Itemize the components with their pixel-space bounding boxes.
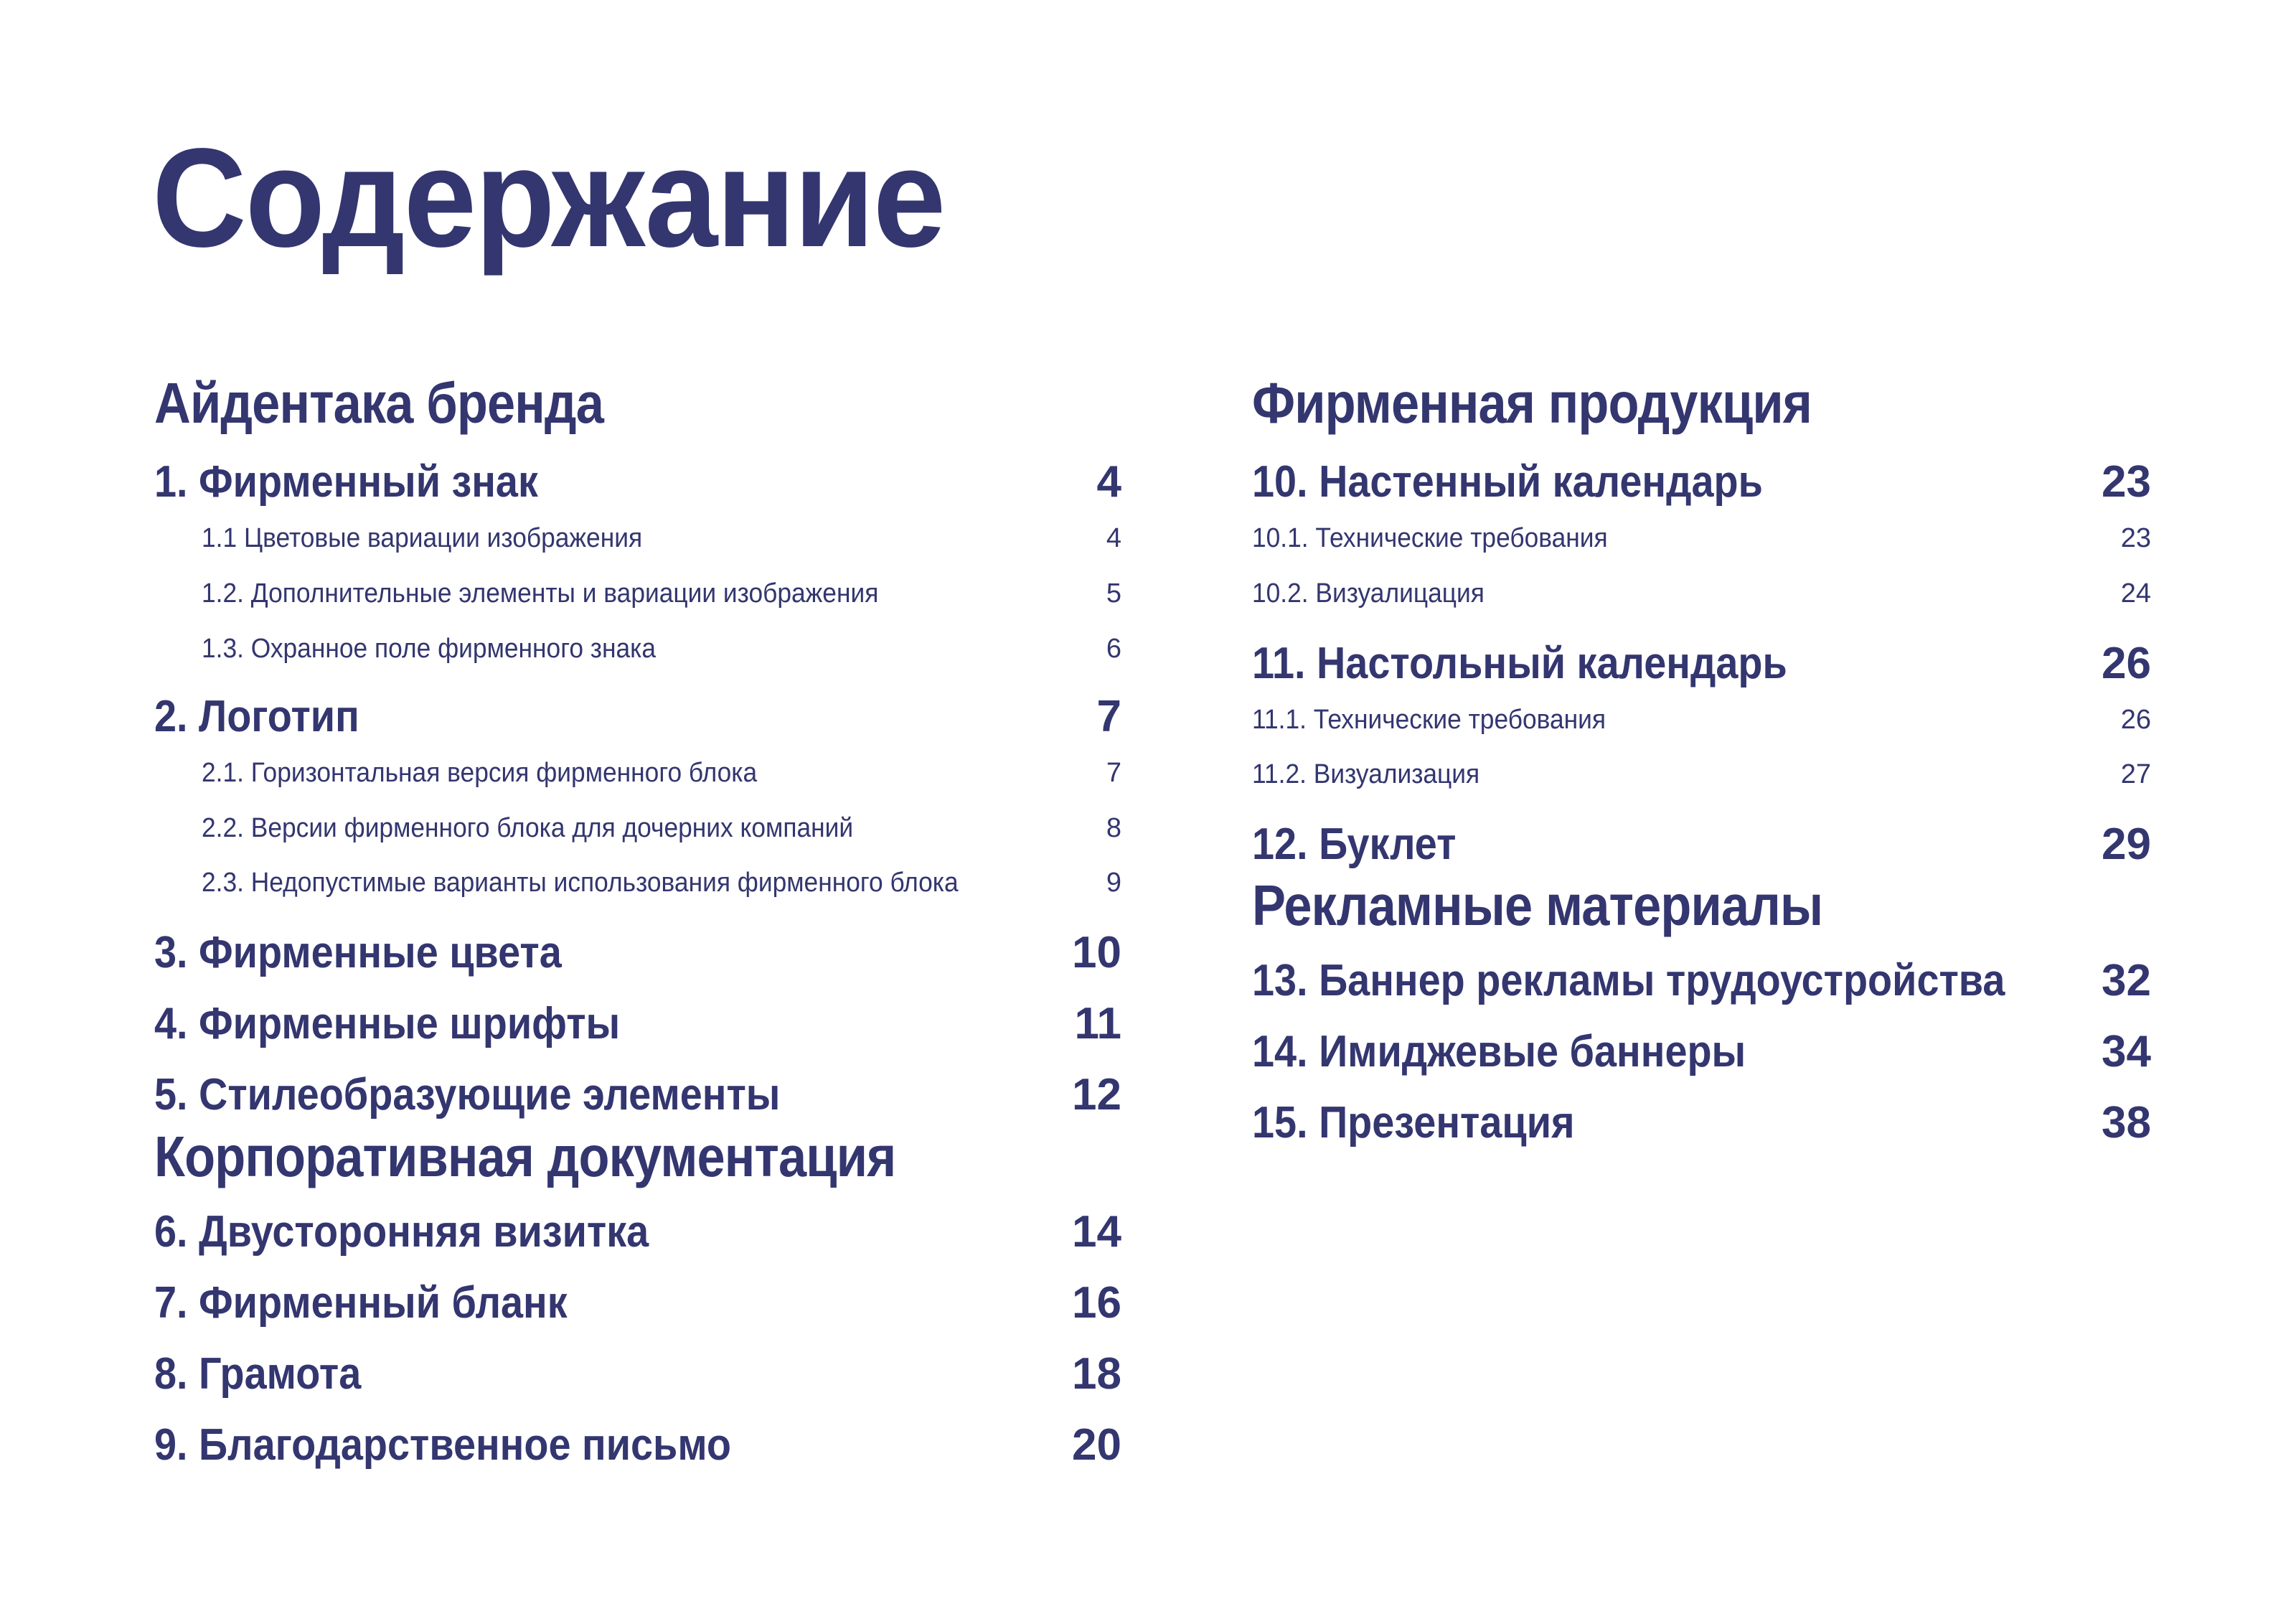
toc-item-9[interactable] [154,1420,1121,1470]
toc-item-4[interactable] [154,999,1121,1048]
toc-item-6[interactable] [154,1207,1121,1257]
toc-item-page: 18 [1072,1349,1121,1399]
toc-item-page: 38 [2102,1098,2151,1147]
toc-item-5[interactable] [154,1070,1121,1120]
toc-item-7[interactable] [154,1278,1121,1328]
toc-subitem-2-2[interactable] [202,815,1121,842]
toc-item-13[interactable] [1252,956,2151,1005]
toc-subitem-11-1[interactable] [1252,706,2151,733]
toc-item-label: 8. Грамота [154,1349,362,1399]
section-heading-branded-products: Фирменная продукция [1252,371,1812,435]
toc-item-label: 6. Двусторонняя визитка [154,1207,649,1257]
toc-item-label: 7. Фирменный бланк [154,1278,568,1328]
toc-item-label: 12. Буклет [1252,820,1457,869]
toc-subitem-page: 27 [2120,759,2151,789]
toc-item-page: 29 [2102,820,2151,869]
toc-subitem-page: 24 [2120,578,2151,609]
toc-subitem-label: 10.2. Визуалицация [1252,578,1485,609]
toc-item-label: 10. Настенный календарь [1252,457,1763,507]
section-heading-brand-identity: Айдентака бренда [154,371,603,435]
toc-item-page: 16 [1072,1278,1121,1328]
toc-item-15[interactable] [1252,1098,2151,1147]
toc-subitem-label: 11.2. Визуализация [1252,759,1480,789]
toc-subitem-page: 23 [2120,523,2151,553]
toc-subitem-1-1[interactable] [202,525,1121,552]
toc-subitem-label: 1.2. Дополнительные элементы и вариации изображения [202,578,879,609]
toc-item-label: 2. Логотип [154,692,359,741]
toc-item-page: 10 [1072,928,1121,977]
toc-subitem-11-2[interactable] [1252,761,2151,788]
toc-subitem-label: 10.1. Технические требования [1252,523,1608,553]
toc-item-page: 14 [1072,1207,1121,1257]
toc-item-12[interactable] [1252,822,2151,867]
toc-subitem-label: 1.3. Охранное поле фирменного знака [202,634,657,664]
toc-subitem-label: 2.2. Версии фирменного блока для дочерних компаний [202,813,854,843]
toc-item-page: 23 [2102,457,2151,507]
toc-subitem-2-3[interactable] [202,869,1121,896]
toc-subitem-10-2[interactable] [1252,580,2151,607]
toc-subitem-page: 6 [1106,634,1121,664]
toc-item-page: 4 [1096,457,1121,507]
toc-subitem-1-2[interactable] [202,580,1121,607]
toc-item-label: 11. Настольный календарь [1252,639,1787,688]
toc-item-label: 9. Благодарственное письмо [154,1420,731,1470]
toc-subitem-page: 5 [1106,578,1121,609]
section-heading-corporate-docs: Корпоративная документация [154,1125,896,1188]
toc-subitem-page: 8 [1106,813,1121,843]
toc-item-page: 32 [2102,956,2151,1005]
toc-item-page: 7 [1096,692,1121,741]
toc-item-label: 1. Фирменный знак [154,457,538,507]
toc-item-page: 12 [1072,1070,1121,1120]
toc-subitem-page: 7 [1106,758,1121,788]
toc-item-8[interactable] [154,1349,1121,1399]
toc-item-label: 5. Стилеобразующие элементы [154,1070,781,1120]
toc-item-page: 34 [2102,1027,2151,1076]
toc-item-label: 15. Презентация [1252,1098,1575,1147]
toc-item-3[interactable] [154,928,1121,977]
toc-subitem-label: 2.3. Недопустимые варианты использования фирменного блока [202,868,959,898]
toc-item-page: 11 [1074,999,1121,1048]
toc-subitem-10-1[interactable] [1252,525,2151,552]
toc-item-1[interactable] [154,457,1121,507]
toc-item-page: 20 [1072,1420,1121,1470]
toc-subitem-label: 11.1. Технические требования [1252,705,1606,735]
toc-item-14[interactable] [1252,1027,2151,1076]
page-title: Содержание [152,119,945,276]
section-heading-advertising: Рекламные материалы [1252,873,1823,937]
toc-item-11[interactable] [1252,639,2151,688]
toc-subitem-2-1[interactable] [202,759,1121,787]
toc-item-label: 13. Баннер рекламы трудоустройства [1252,956,2005,1005]
toc-item-label: 14. Имиджевые баннеры [1252,1027,1746,1076]
toc-subitem-page: 4 [1106,523,1121,553]
toc-subitem-page: 9 [1106,868,1121,898]
toc-item-page: 26 [2102,639,2151,688]
toc-item-label: 3. Фирменные цвета [154,928,562,977]
toc-item-2[interactable] [154,692,1121,741]
toc-subitem-label: 1.1 Цветовые вариации изображения [202,523,643,553]
toc-subitem-label: 2.1. Горизонтальная версия фирменного блока [202,758,758,788]
toc-subitem-page: 26 [2120,705,2151,735]
toc-item-10[interactable] [1252,457,2151,507]
toc-subitem-1-3[interactable] [202,635,1121,662]
toc-item-label: 4. Фирменные шрифты [154,999,621,1048]
